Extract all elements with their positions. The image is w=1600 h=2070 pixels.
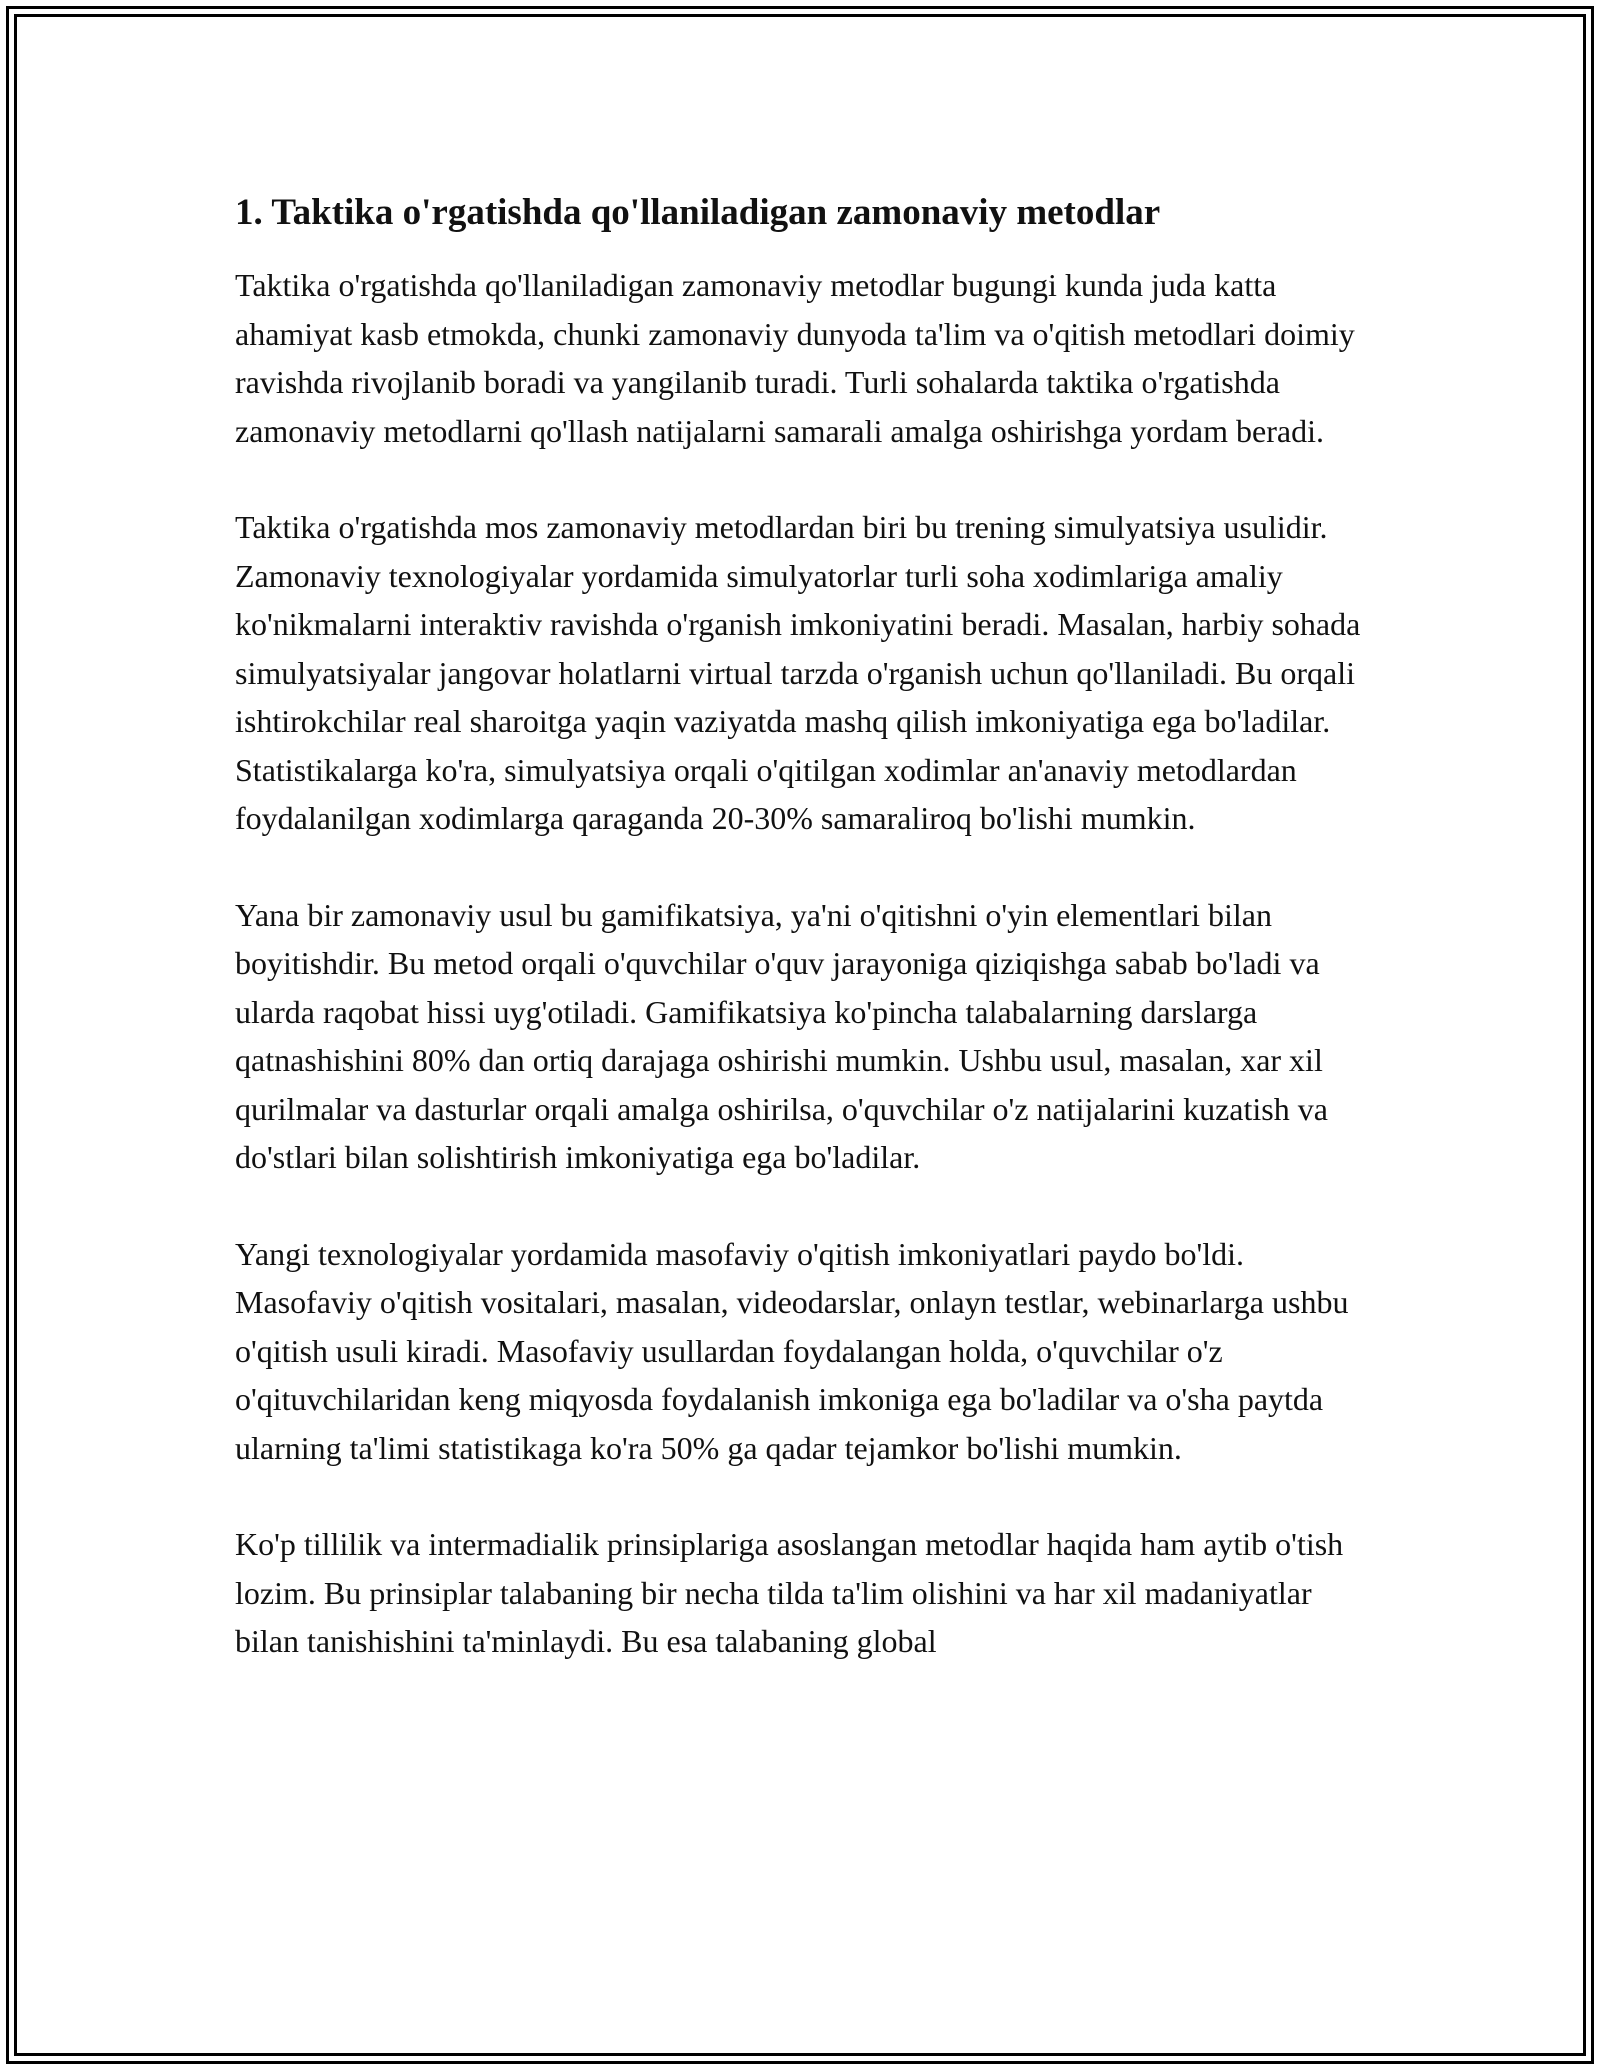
paragraph-distance-learning: Yangi texnologiyalar yordamida masofaviy o'qitish imkoniyatlari paydo bo'ldi. Masofaviy o'qitish vositalari, masalan, videodarslar, onlayn testlar, webinarlarga ushbu o'qitish usuli kiradi. Masofaviy usullardan foydalangan holda, o'quvchilar o'z o'qituvchilaridan keng miqyosda foydalanish imkoniga ega bo'ladilar va o'sha paytda ularning ta'limi statistikaga ko'ra 50% ga qadar tejamkor bo'lishi mumkin.: [235, 1235, 1349, 1466]
section-heading: 1. Taktika o'rgatishda qo'llaniladigan zamonaviy metodlar: [235, 192, 1161, 233]
paragraph-intro: Taktika o'rgatishda qo'llaniladigan zamonaviy metodlar bugungi kunda juda katta ahamiyat kasb etmokda, chunki zamonaviy dunyoda ta'lim va o'qitish metodlari doimiy ravishda rivojlanib boradi va yangilanib turadi. Turli sohalarda taktika o'rgatishda zamonaviy metodlarni qo'llash natijalarni samarali amalga oshirishga yordam beradi.: [235, 267, 1355, 449]
paragraph-gamification: Yana bir zamonaviy usul bu gamifikatsiya, ya'ni o'qitishni o'yin elementlari bilan boyitishdir. Bu metod orqali o'quvchilar o'quv jarayoniga qiziqishga sabab bo'ladi va ularda raqobat hissi uyg'otiladi. Gamifikatsiya ko'pincha talabalarning darslarga qatnashishini 80% dan ortiq darajaga oshirishi mumkin. Ushbu usul, masalan, xar xil qurilmalar va dasturlar orqali amalga oshirilsa, o'quvchilar o'z natijalarini kuzatish va do'stlari bilan solishtirish imkoniyatiga ega bo'ladilar.: [235, 896, 1328, 1175]
document-body: [235, 185, 1375, 1714]
paragraph-multilingualism: Ko'p tillilik va intermadialik prinsiplariga asoslangan metodlar haqida ham aytib o'tish lozim. Bu prinsiplar talabaning bir necha tilda ta'lim olishini va har xil madaniyatlar bilan tanishishini ta'minlaydi. Bu esa talabaning global: [235, 1526, 1344, 1659]
paragraph-simulation: Taktika o'rgatishda mos zamonaviy metodlardan biri bu trening simulyatsiya usulidir. Zamonaviy texnologiyalar yordamida simulyatorlar turli soha xodimlariga amaliy ko'nikmalarni interaktiv ravishda o'rganish imkoniyatini beradi. Masalan, harbiy sohada simulyatsiyalar jangovar holatlarni virtual tarzda o'rganish uchun qo'llaniladi. Bu orqali ishtirokchilar real sharoitga yaqin vaziyatda mashq qilish imkoniyatiga ega bo'ladilar. Statistikalarga ko'ra, simulyatsiya orqali o'qitilgan xodimlar an'anaviy metodlardan foydalanilgan xodimlarga qaraganda 20-30% samaraliroq bo'lishi mumkin.: [235, 509, 1361, 836]
